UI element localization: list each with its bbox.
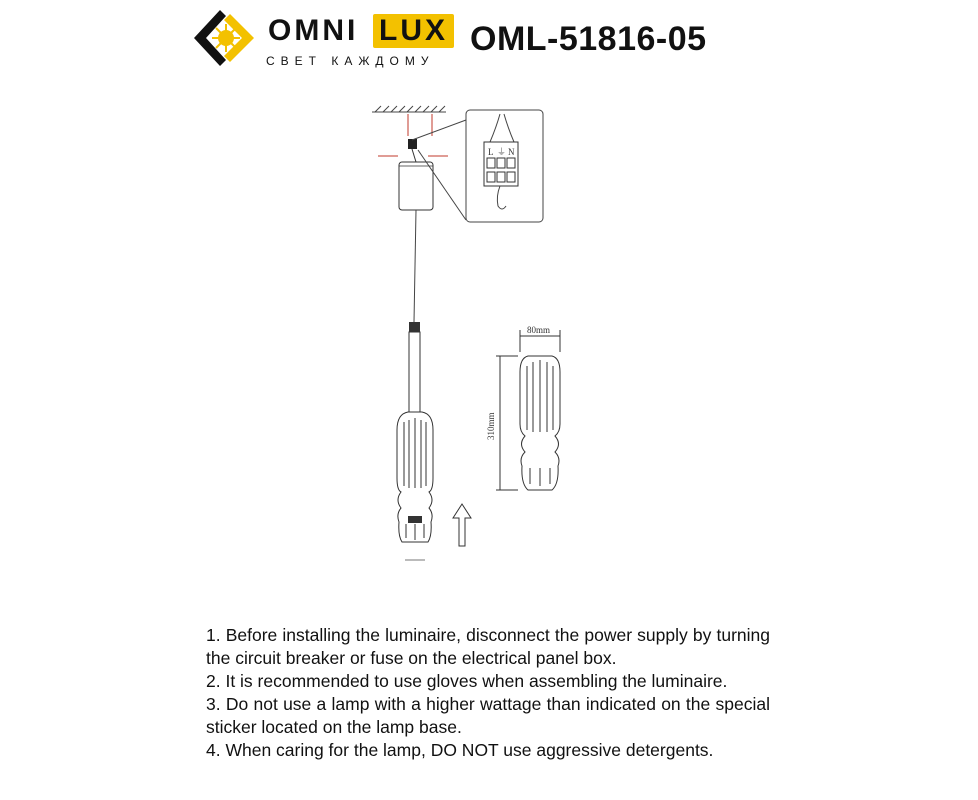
width-dimension-label: 80mm: [527, 325, 551, 335]
ceiling-hatch-icon: [372, 106, 446, 112]
canopy-icon: [399, 162, 433, 210]
instruction-item: 1. Before installing the luminaire, disconnect the power supply by turning the circuit breaker or fuse on the electrical panel box.: [206, 625, 770, 668]
terminal-label-n: N: [508, 147, 515, 157]
brand-tagline: СВЕТ КАЖДОМУ: [266, 54, 435, 68]
installation-instructions: [206, 624, 770, 762]
instruction-item: 2. It is recommended to use gloves when assembling the luminaire.: [206, 671, 728, 691]
terminal-label-earth: ⏚: [497, 147, 507, 157]
instruction-item: 4. When caring for the lamp, DO NOT use aggressive detergents.: [206, 740, 714, 760]
mounting-dimension-lines: [378, 114, 448, 156]
dimension-drawing: [496, 330, 560, 490]
instruction-item: 3. Do not use a lamp with a higher wattage than indicated on the special sticker located on the lamp base.: [206, 694, 770, 737]
height-dimension-label: 310mm: [486, 412, 496, 440]
terminal-label-l: L: [488, 147, 494, 157]
brand-name-omni: OMNI: [268, 14, 359, 47]
lamp-ring: [408, 516, 422, 523]
installation-drawing: [0, 90, 978, 590]
lamp-tube: [409, 332, 420, 412]
mounting-bracket: [408, 139, 417, 149]
up-arrow-icon: [453, 504, 471, 546]
cable-icon: [414, 210, 416, 322]
brand-name-lux: LUX: [373, 14, 454, 48]
model-number: OML-51816-05: [470, 20, 707, 58]
omnilux-logo-icon: [190, 8, 260, 68]
header: [0, 0, 978, 80]
cable-connector: [409, 322, 420, 332]
